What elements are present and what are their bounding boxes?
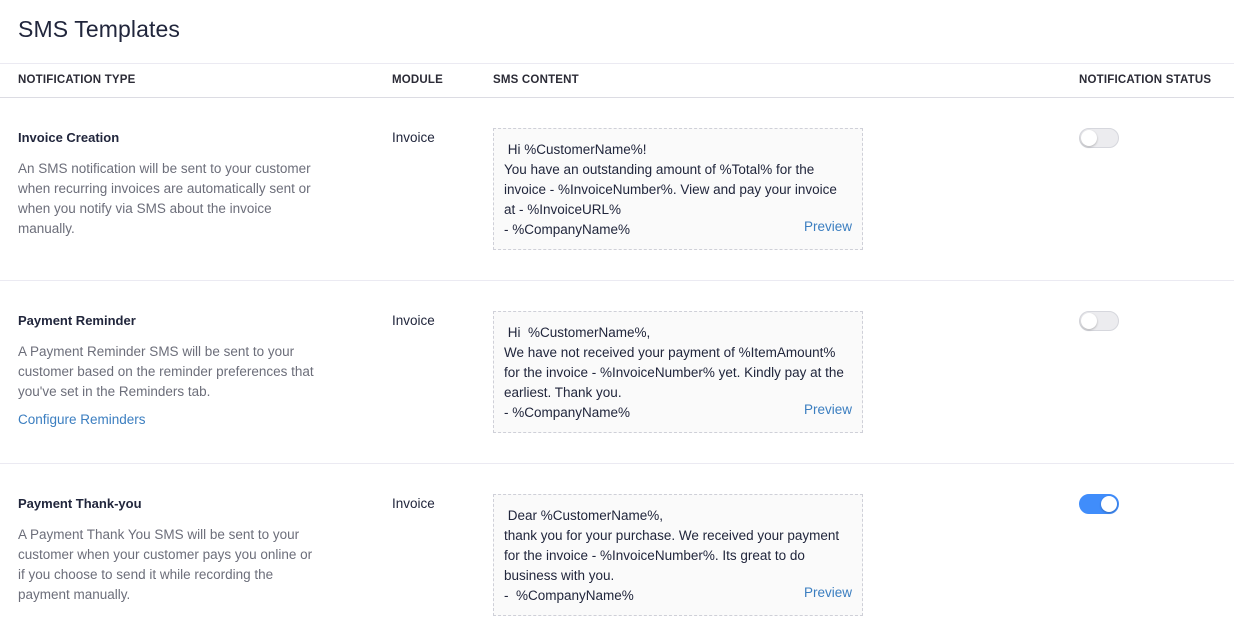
sms-content-line: Hi %CustomerName%,	[504, 325, 651, 340]
notification-type-title: Payment Thank-you	[18, 496, 142, 511]
sms-content-line: - %CompanyName%	[504, 588, 634, 603]
sms-content-line: for the invoice - %InvoiceNumber% yet. Kindly pay at the	[504, 365, 844, 380]
sms-content-line: thank you for your purchase. We received your payment	[504, 528, 840, 543]
module-value: Invoice	[392, 130, 435, 145]
sms-content-line: - %CompanyName%	[504, 222, 631, 237]
sms-content-line: - %CompanyName%	[504, 405, 631, 420]
sms-content-box	[493, 311, 863, 433]
column-header-notification-status: NOTIFICATION STATUS	[1079, 74, 1212, 86]
toggle-knob	[1081, 313, 1097, 329]
notification-status-toggle[interactable]	[1079, 494, 1119, 514]
preview-link[interactable]: Preview	[803, 402, 852, 417]
sms-content-line: earliest. Thank you.	[504, 385, 622, 400]
table-row	[0, 281, 1234, 464]
sms-content-line: at - %InvoiceURL%	[504, 202, 622, 217]
module-value: Invoice	[392, 313, 435, 328]
configure-reminders-link[interactable]: Configure Reminders	[18, 412, 146, 427]
notification-type-title: Payment Reminder	[18, 313, 136, 328]
column-header-sms-content: SMS CONTENT	[493, 74, 579, 86]
notification-type-description: A Payment Thank You SMS will be sent to your customer when your customer pays you online or if you choose to send it while recording the payment manually.	[18, 527, 313, 602]
sms-content-box	[493, 128, 863, 250]
notification-type-description: A Payment Reminder SMS will be sent to your customer based on the reminder preferences that you've set in the Reminders tab.	[18, 344, 314, 399]
table-row	[0, 98, 1234, 281]
sms-content-line: Hi %CustomerName%!	[504, 142, 647, 157]
sms-content-box	[493, 494, 863, 616]
page-title: SMS Templates	[18, 16, 180, 42]
column-header-module: MODULE	[392, 74, 444, 86]
sms-content-line: You have an outstanding amount of %Total% for the	[504, 162, 815, 177]
sms-content-line: for the invoice - %InvoiceNumber%. Its great to do	[504, 548, 805, 563]
sms-content-line: We have not received your payment of %ItemAmount%	[504, 345, 836, 360]
notification-type-title: Invoice Creation	[18, 130, 120, 145]
table-row	[0, 464, 1234, 644]
toggle-knob	[1081, 130, 1097, 146]
sms-content-line: business with you.	[504, 568, 615, 583]
preview-link[interactable]: Preview	[803, 219, 852, 234]
table-header	[0, 63, 1234, 98]
notification-status-toggle[interactable]	[1079, 311, 1119, 331]
sms-content-line: Dear %CustomerName%,	[504, 508, 664, 523]
column-header-notification-type: NOTIFICATION TYPE	[18, 74, 136, 86]
toggle-knob	[1101, 496, 1117, 512]
sms-content-line: invoice - %InvoiceNumber%. View and pay your invoice	[504, 182, 837, 197]
preview-link[interactable]: Preview	[803, 585, 852, 600]
notification-type-description: An SMS notification will be sent to your customer when recurring invoices are automatically sent or when you notify via SMS about the invoice manually.	[18, 161, 311, 236]
notification-status-toggle[interactable]	[1079, 128, 1119, 148]
module-value: Invoice	[392, 496, 435, 511]
